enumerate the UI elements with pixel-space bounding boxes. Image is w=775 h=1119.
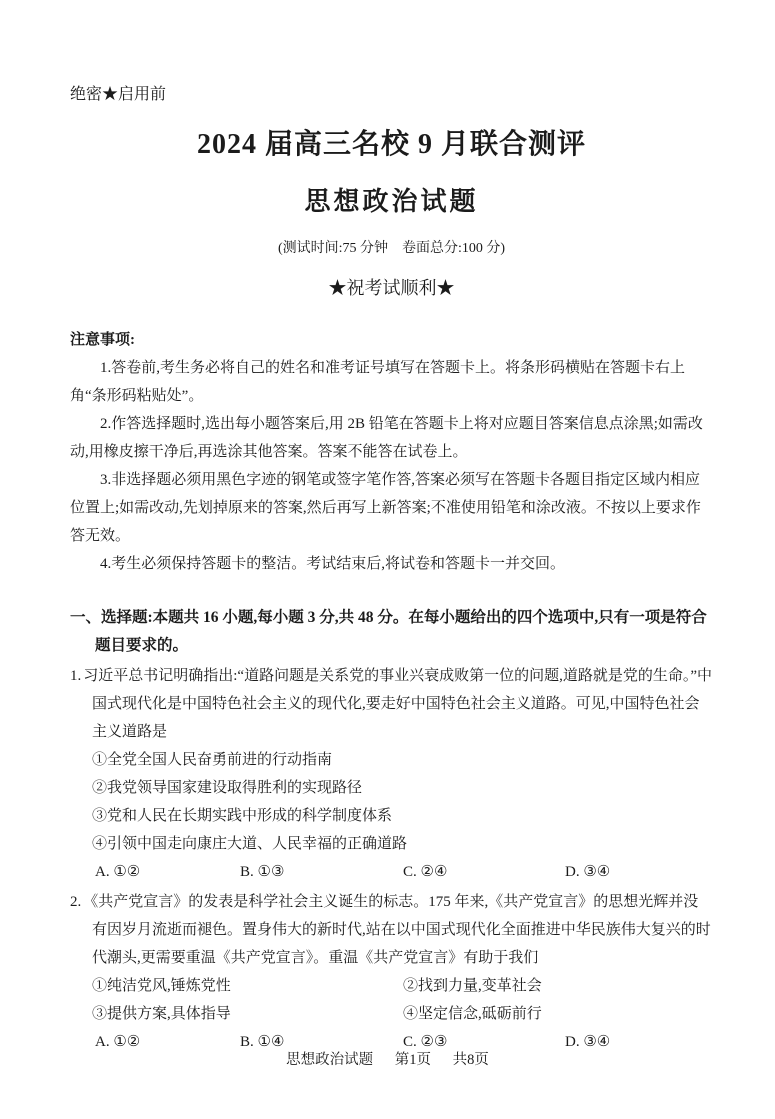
statement: ④引领中国走向康庄大道、人民幸福的正确道路: [92, 836, 408, 852]
exam-meta-info: (测试时间:75 分钟 卷面总分:100 分): [277, 241, 506, 256]
notice-heading: 注意事项:: [70, 332, 135, 348]
notice-section: [70, 326, 713, 578]
question-block-1: [70, 662, 713, 886]
statement: ③党和人民在长期实践中形成的科学制度体系: [92, 808, 393, 824]
question-number: 1.: [70, 668, 82, 684]
exam-title: 2024 届高三名校 9 月联合测评: [196, 129, 586, 160]
page-footer: [0, 1050, 775, 1070]
option-A: A. ①②: [95, 864, 141, 880]
option-D: D. ③④: [565, 864, 611, 880]
exam-subtitle: 思想政治试题: [304, 187, 479, 216]
notice-item-3: 3.非选择题必须用黑色字迹的钢笔或签字笔作答,答案必须写在答题卡各题目指定区域内相应位置上;如需改动,先划掉原来的答案,然后再写上新答案;不准使用铅笔和涂改液。不按以上要求作答无效。: [70, 472, 701, 544]
questions-list: [70, 662, 713, 1056]
statements-row: [92, 972, 713, 1000]
classification-label: 绝密★启用前: [70, 86, 167, 103]
notice-item-4: 4.考生必须保持答题卡的整洁。考试结束后,将试卷和答题卡一并交回。: [100, 556, 566, 572]
footer-doc-title: 思想政治试题: [286, 1052, 374, 1068]
option-D: D. ③④: [565, 1034, 611, 1050]
footer-page-total: 共8页: [452, 1052, 489, 1068]
statement: ④坚定信念,砥砺前行: [403, 1006, 542, 1022]
notice-items: [70, 354, 713, 578]
statement: ②找到力量,变革社会: [403, 978, 542, 994]
statement: ①全党全国人民奋勇前进的行动指南: [92, 752, 333, 768]
statement: ②我党领导国家建设取得胜利的实现路径: [92, 780, 363, 796]
option-C: C. ②④: [403, 864, 448, 880]
footer-page-number: 第1页: [394, 1052, 431, 1068]
question-stem: 1. 习近平总书记明确指出:“道路问题是关系党的事业兴衰成败第一位的问题,道路就是党的生命。”中国式现代化是中国特色社会主义的现代化,要走好中国特色社会主义道路。可见,中国特色社会主义道路是: [70, 668, 712, 740]
notice-item-1: 1.答卷前,考生务必将自己的姓名和准考证号填写在答题卡上。将条形码横贴在答题卡右上角“条形码粘贴处”。: [70, 360, 686, 404]
statement: ①纯洁党风,锤炼党性: [92, 978, 231, 994]
option-A: A. ①②: [95, 1034, 141, 1050]
statement: ③提供方案,具体指导: [92, 1006, 231, 1022]
option-C: C. ②③: [403, 1034, 448, 1050]
option-B: B. ①④: [240, 1034, 285, 1050]
option-B: B. ①③: [240, 864, 285, 880]
question-block-2: [70, 888, 713, 1056]
section-heading: 一、选择题:本题共 16 小题,每小题 3 分,共 48 分。在每小题给出的四个选项中,只有一项是符合题目要求的。: [70, 609, 707, 654]
notice-item-2: 2.作答选择题时,选出每小题答案后,用 2B 铅笔在答题卡上将对应题目答案信息点涂黑;如需改动,用橡皮擦干净后,再选涂其他答案。答案不能答在试卷上。: [70, 416, 703, 460]
statements-row: [92, 1000, 713, 1028]
question-stem: 2. 《共产党宣言》的发表是科学社会主义诞生的标志。175 年来,《共产党宣言》的思想光辉并没有因岁月流逝而褪色。置身伟大的新时代,站在以中国式现代化全面推进中华民族伟大复兴的时代潮头,更需要重温《共产党宣言》。重温《共产党宣言》有助于我们: [70, 894, 711, 966]
question-number: 2.: [70, 894, 82, 910]
exam-wish-line: ★祝考试顺利★: [328, 278, 455, 298]
options-row: [70, 858, 713, 886]
